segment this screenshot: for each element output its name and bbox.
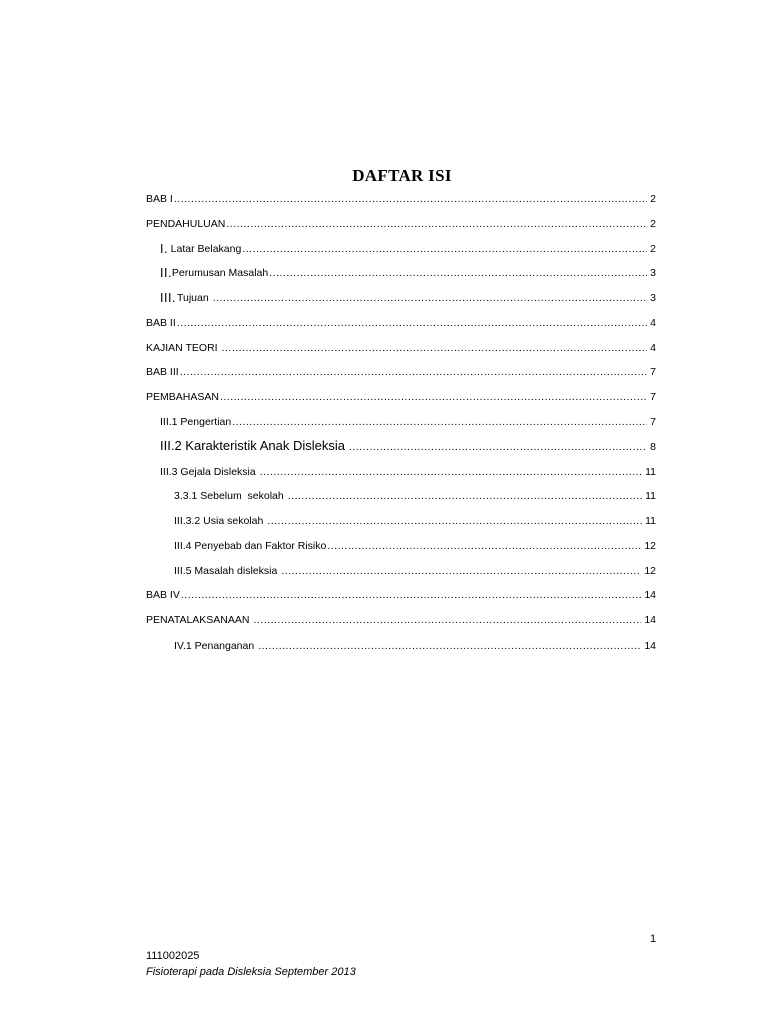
- toc-entry-number: III.: [160, 291, 176, 304]
- toc-leader-dots: [258, 640, 641, 652]
- toc-entry-page: 2: [650, 218, 656, 230]
- toc-entry-karakteristik[interactable]: [160, 437, 656, 453]
- toc-entry-usia-sekolah[interactable]: [174, 511, 656, 527]
- toc-entry-gejala-disleksia[interactable]: [160, 462, 656, 478]
- toc-leader-dots: [181, 589, 641, 601]
- toc-leader-dots: [226, 218, 647, 230]
- toc-entry-page: 7: [650, 366, 656, 378]
- footer-document-title: Fisioterapi pada Disleksia September 2013: [146, 966, 356, 978]
- toc-leader-dots: [267, 515, 642, 527]
- toc-entry-page: 7: [650, 391, 656, 403]
- toc-entry-label: BAB I: [146, 193, 173, 205]
- toc-leader-dots: [174, 193, 647, 205]
- toc-entry-number: II.: [160, 266, 172, 279]
- toc-leader-dots: [220, 391, 647, 403]
- footer-student-id: 111002025: [146, 950, 200, 962]
- toc-entry-page: 3: [650, 267, 656, 279]
- toc-leader-dots: [242, 243, 647, 255]
- toc-leader-dots: [177, 317, 647, 329]
- toc-entry-page: 14: [644, 640, 656, 652]
- toc-entry-label: 3.3.1 Sebelum sekolah: [174, 490, 284, 502]
- toc-entry-label: III.1 Pengertian: [160, 416, 232, 428]
- toc-leader-dots: [253, 614, 641, 626]
- toc-entry-pendahuluan[interactable]: [146, 214, 656, 230]
- toc-leader-dots: [269, 267, 647, 279]
- toc-entry-tujuan[interactable]: [160, 288, 656, 304]
- toc-entry-page: 11: [645, 515, 656, 527]
- toc-leader-dots: [213, 292, 647, 304]
- toc-entry-bab-1[interactable]: [146, 189, 656, 205]
- toc-entry-label: Latar Belakang: [170, 243, 242, 255]
- toc-entry-label: BAB IV: [146, 589, 180, 601]
- toc-entry-label: III.4 Penyebab dan Faktor Risiko: [174, 540, 327, 552]
- toc-leader-dots: [349, 441, 647, 453]
- toc-entry-label: KAJIAN TEORI: [146, 342, 218, 354]
- toc-entry-sebelum-sekolah[interactable]: [174, 486, 656, 502]
- toc-entry-page: 2: [650, 243, 656, 255]
- toc-entry-page: 2: [650, 193, 656, 205]
- toc-entry-label: BAB II: [146, 317, 176, 329]
- toc-entry-penatalaksanaan[interactable]: [146, 610, 656, 626]
- toc-entry-page: 8: [650, 441, 656, 453]
- toc-entry-penanganan[interactable]: [174, 636, 656, 652]
- page-title: DAFTAR ISI: [352, 166, 452, 185]
- toc-entry-masalah-disleksia[interactable]: [174, 561, 656, 577]
- toc-entry-label: Tujuan: [176, 292, 209, 304]
- toc-entry-page: 11: [645, 490, 656, 502]
- toc-entry-page: 4: [650, 317, 656, 329]
- toc-entry-number: I.: [160, 242, 168, 255]
- toc-entry-latar-belakang[interactable]: [160, 239, 656, 255]
- toc-leader-dots: [232, 416, 647, 428]
- toc-entry-bab-2[interactable]: [146, 313, 656, 329]
- toc-entry-page: 12: [644, 565, 656, 577]
- toc-entry-page: 11: [645, 466, 656, 478]
- toc-entry-label: PENDAHULUAN: [146, 218, 226, 230]
- toc-entry-perumusan-masalah[interactable]: [160, 263, 656, 279]
- toc-leader-dots: [288, 490, 642, 502]
- toc-leader-dots: [260, 466, 642, 478]
- toc-entry-penyebab[interactable]: [174, 536, 656, 552]
- toc-entry-kajian-teori[interactable]: [146, 338, 656, 354]
- toc-entry-page: 4: [650, 342, 656, 354]
- toc-entry-page: 14: [644, 614, 656, 626]
- toc-leader-dots: [222, 342, 648, 354]
- toc-entry-label: III.2 Karakteristik Anak Disleksia: [160, 438, 345, 453]
- toc-entry-label: IV.1 Penanganan: [174, 640, 255, 652]
- toc-entry-label: III.3 Gejala Disleksia: [160, 466, 256, 478]
- toc-entry-label: Perumusan Masalah: [171, 267, 269, 279]
- toc-entry-label: PENATALAKSANAAN: [146, 614, 250, 626]
- toc-entry-label: III.5 Masalah disleksia: [174, 565, 278, 577]
- toc-entry-bab-3[interactable]: [146, 362, 656, 378]
- toc-entry-page: 3: [650, 292, 656, 304]
- toc-entry-label: PEMBAHASAN: [146, 391, 219, 403]
- toc-entry-pengertian[interactable]: [160, 412, 656, 428]
- toc-leader-dots: [281, 565, 641, 577]
- toc-leader-dots: [327, 540, 641, 552]
- toc-entry-label: III.3.2 Usia sekolah: [174, 515, 264, 527]
- toc-entry-pembahasan[interactable]: [146, 387, 656, 403]
- toc-entry-page: 7: [650, 416, 656, 428]
- toc-entry-page: 14: [644, 589, 656, 601]
- footer-page-number: 1: [650, 933, 657, 945]
- toc-entry-label: BAB III: [146, 366, 179, 378]
- toc-leader-dots: [180, 366, 647, 378]
- toc-entry-bab-4[interactable]: [146, 585, 656, 601]
- toc-entry-page: 12: [644, 540, 656, 552]
